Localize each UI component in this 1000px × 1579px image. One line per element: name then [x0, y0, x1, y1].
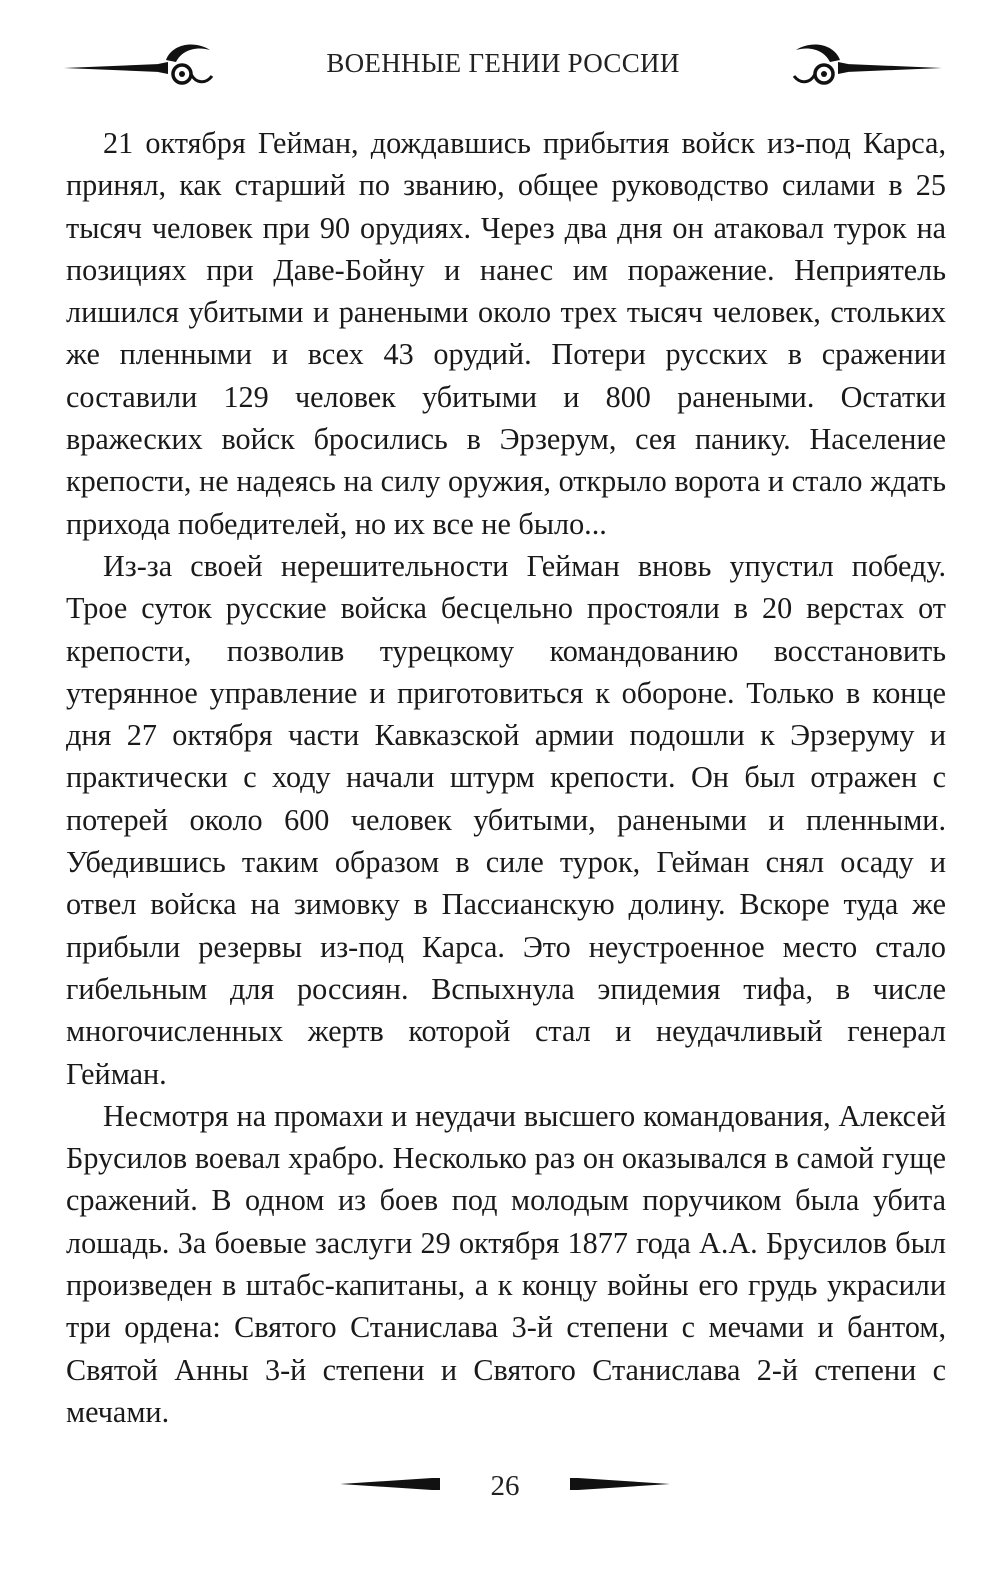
page-number: 26	[490, 1470, 520, 1502]
book-title: ВОЕННЫЕ ГЕНИИ РОССИИ	[326, 48, 680, 78]
paragraph: 21 октября Гейман, дождавшись прибытия войск из-под Карса, принял, как старший по званию, общее руководство силами в 25 тысяч человек при 90 орудиях. Через два дня он атаковал турок на позициях при Даве-Бойну и нанес им поражение. Неприятель лишился убитыми и ранеными около трех тысяч человек, стольких же пленными и всех 43 орудий. Потери русских в сражении составили 129 человек убитыми и 800 ранеными. Остатки вражеских войск бросились в Эрзерум, сея панику. Население крепости, не надеясь на силу оружия, открыло ворота и стало ждать прихода победителей, но их все не было...	[66, 126, 946, 541]
paragraph: Несмотря на промахи и неудачи высшего командования, Алексей Брусилов воевал храбро. Несколько раз он оказывался в самой гуще сражений. В одном из боев под молодым поручиком была убита лошадь. За боевые заслуги 29 октября 1877 года А.А. Брусилов был произведен в штабс-капитаны, а к концу войны его грудь украсили три ордена: Святого Станислава 3-й степени с мечами и бантом, Святой Анны 3-й степени и Святого Станислава 2-й степени с мечами.	[66, 1098, 946, 1429]
tapered-dash-icon	[570, 1476, 670, 1492]
page-footer	[340, 1462, 670, 1512]
curl-ornament-icon	[786, 38, 946, 94]
running-header	[60, 38, 946, 94]
paragraph: Из-за своей нерешительности Гейман вновь упустил победу. Трое суток русские войска бесцельно простояли в 20 верстах от крепости, позволив турецкому командованию восстановить утерянное управление и приготовиться к обороне. Только в конце дня 27 октября части Кавказской армии подошли к Эрзеруму и практически с ходу начали штурм крепости. Он был отражен с потерей около 600 человек убитыми, ранеными и пленными. Убедившись таким образом в силе турок, Гейман снял осаду и отвел войска на зимовку в Пассианскую долину. Вскоре туда же прибыли резервы из-под Карса. Это неустроенное место стало гибельным для россиян. Вспыхнула эпидемия тифа, в числе многочисленных жертв которой стал и неудачливый генерал Гейман.	[66, 548, 946, 1091]
body-text	[66, 122, 946, 1433]
